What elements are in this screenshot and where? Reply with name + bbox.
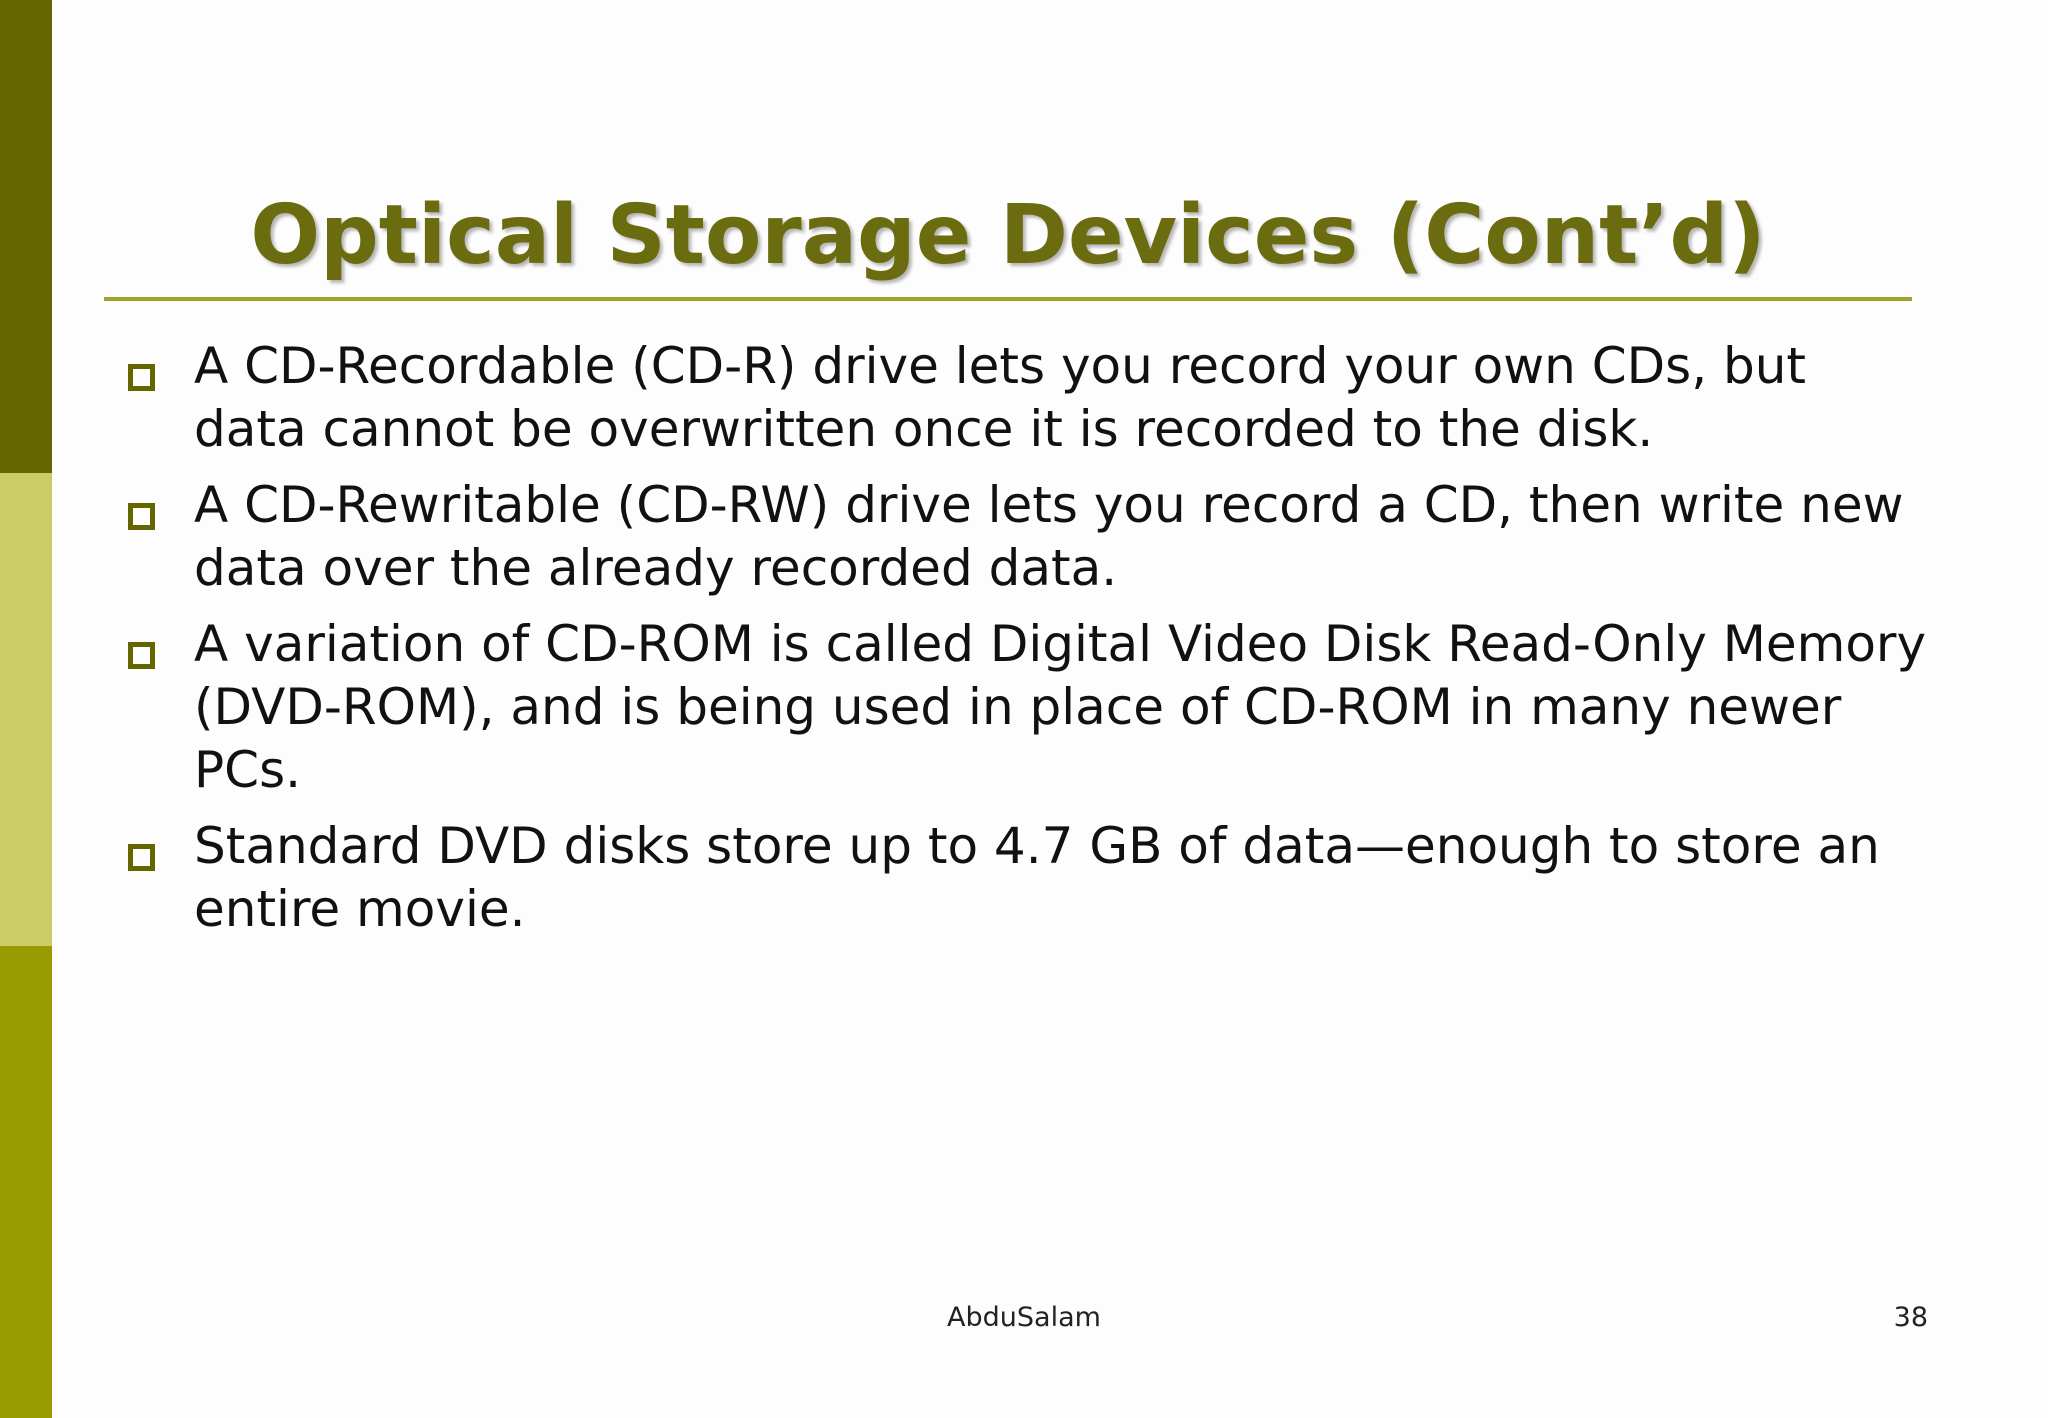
- sidebar-stripe-top: [0, 0, 52, 473]
- footer-author: AbduSalam: [947, 1302, 1101, 1333]
- hollow-square-icon: [128, 503, 155, 530]
- bullet-item: [120, 474, 1930, 600]
- sidebar-stripe-bottom: [0, 946, 52, 1418]
- page-number: 38: [1893, 1302, 1928, 1333]
- hollow-square-icon: [128, 364, 155, 391]
- sidebar-stripe-middle: [0, 473, 52, 946]
- bullet-text: Standard DVD disks store up to 4.7 GB of data—enough to store an entire movie.: [194, 817, 1880, 938]
- bullet-item: [120, 335, 1930, 461]
- bullet-text: A CD-Rewritable (CD-RW) drive lets you record a CD, then write new data over the already recorded data.: [194, 476, 1904, 597]
- bullet-item: [120, 613, 1930, 802]
- hollow-square-icon: [128, 642, 155, 669]
- bullet-list: [120, 335, 1930, 954]
- title-divider: [104, 297, 1912, 301]
- bullet-text: A variation of CD-ROM is called Digital Video Disk Read-Only Memory (DVD-ROM), and is being used in place of CD-ROM in many newer PCs.: [194, 615, 1927, 799]
- bullet-item: [120, 815, 1930, 941]
- slide-title: Optical Storage Devices (Cont’d): [250, 188, 1766, 283]
- hollow-square-icon: [128, 844, 155, 871]
- bullet-text: A CD-Recordable (CD-R) drive lets you record your own CDs, but data cannot be overwritten once it is recorded to the disk.: [194, 337, 1807, 458]
